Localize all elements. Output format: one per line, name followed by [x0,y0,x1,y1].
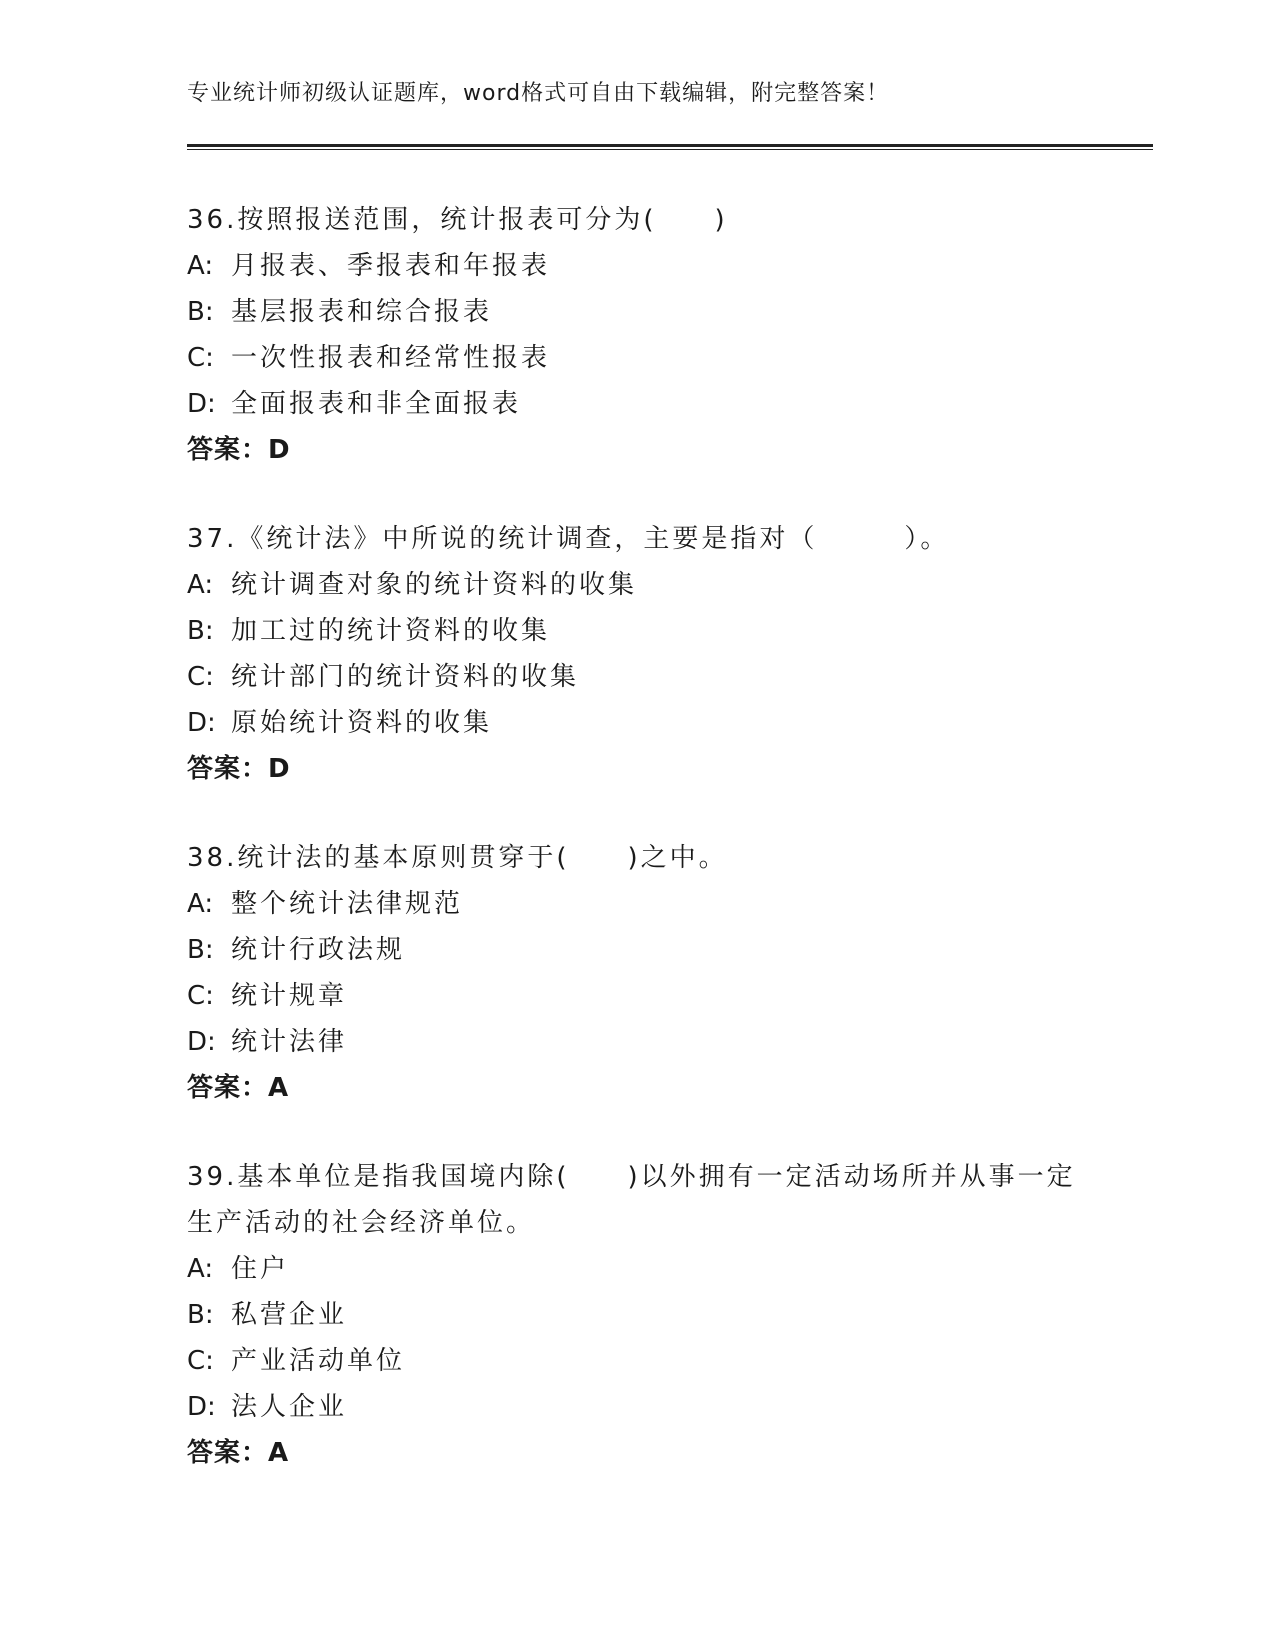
option-c [187,973,1087,1019]
question-stem: 39.基本单位是指我国境内除( )以外拥有一定活动场所并从事一定 [187,1162,1076,1192]
option-b [187,927,1087,973]
question-38 [187,835,1087,1111]
question-stem: 38.统计法的基本原则贯穿于( )之中。 [187,843,728,873]
option-text: 私营企业 [231,1300,348,1330]
question-stem: 36.按照报送范围，统计报表可分为( ) [187,205,728,235]
option-a [187,243,1087,289]
question-37 [187,516,1087,792]
option-label: A: [187,1254,214,1284]
option-text: 原始统计资料的收集 [231,708,493,738]
option-label: D: [187,1392,216,1422]
question-36 [187,197,1087,473]
option-label: B: [187,297,214,327]
option-a [187,881,1087,927]
option-text: 统计法律 [231,1027,348,1057]
answer: 答案：A [187,1073,290,1103]
document-header: 专业统计师初级认证题库，word格式可自由下载编辑，附完整答案！ [187,81,890,106]
option-a [187,562,1087,608]
option-text: 一次性报表和经常性报表 [231,343,551,373]
option-b [187,608,1087,654]
option-d [187,1019,1087,1065]
option-text: 加工过的统计资料的收集 [231,616,551,646]
option-b [187,1292,1087,1338]
question-stem: 37.《统计法》中所说的统计调查，主要是指对（ ）。 [187,524,950,554]
option-label: A: [187,570,214,600]
option-text: 统计规章 [231,981,348,1011]
option-text: 统计部门的统计资料的收集 [231,662,580,692]
option-text: 整个统计法律规范 [231,889,464,919]
option-label: D: [187,1027,216,1057]
option-text: 法人企业 [231,1392,348,1422]
question-39 [187,1154,1087,1476]
option-text: 住户 [231,1254,290,1284]
option-label: C: [187,1346,214,1376]
option-label: D: [187,389,216,419]
option-b [187,289,1087,335]
answer: 答案：D [187,754,291,784]
question-stem-continued: 生产活动的社会经济单位。 [187,1208,536,1238]
answer: 答案：D [187,435,291,465]
option-label: C: [187,662,214,692]
option-text: 统计行政法规 [231,935,406,965]
option-text: 月报表、季报表和年报表 [231,251,551,281]
option-text: 产业活动单位 [231,1346,406,1376]
header-rule-thin [187,149,1153,150]
option-c [187,1338,1087,1384]
option-label: D: [187,708,216,738]
option-d [187,381,1087,427]
option-d [187,1384,1087,1430]
header-rule-thick [187,144,1153,147]
answer: 答案：A [187,1438,290,1468]
option-label: B: [187,616,214,646]
option-label: A: [187,251,214,281]
option-d [187,700,1087,746]
option-label: B: [187,1300,214,1330]
option-label: A: [187,889,214,919]
option-label: C: [187,981,214,1011]
option-c [187,654,1087,700]
option-text: 全面报表和非全面报表 [231,389,522,419]
option-label: B: [187,935,214,965]
option-label: C: [187,343,214,373]
option-a [187,1246,1087,1292]
option-c [187,335,1087,381]
option-text: 基层报表和综合报表 [231,297,493,327]
option-text: 统计调查对象的统计资料的收集 [231,570,638,600]
